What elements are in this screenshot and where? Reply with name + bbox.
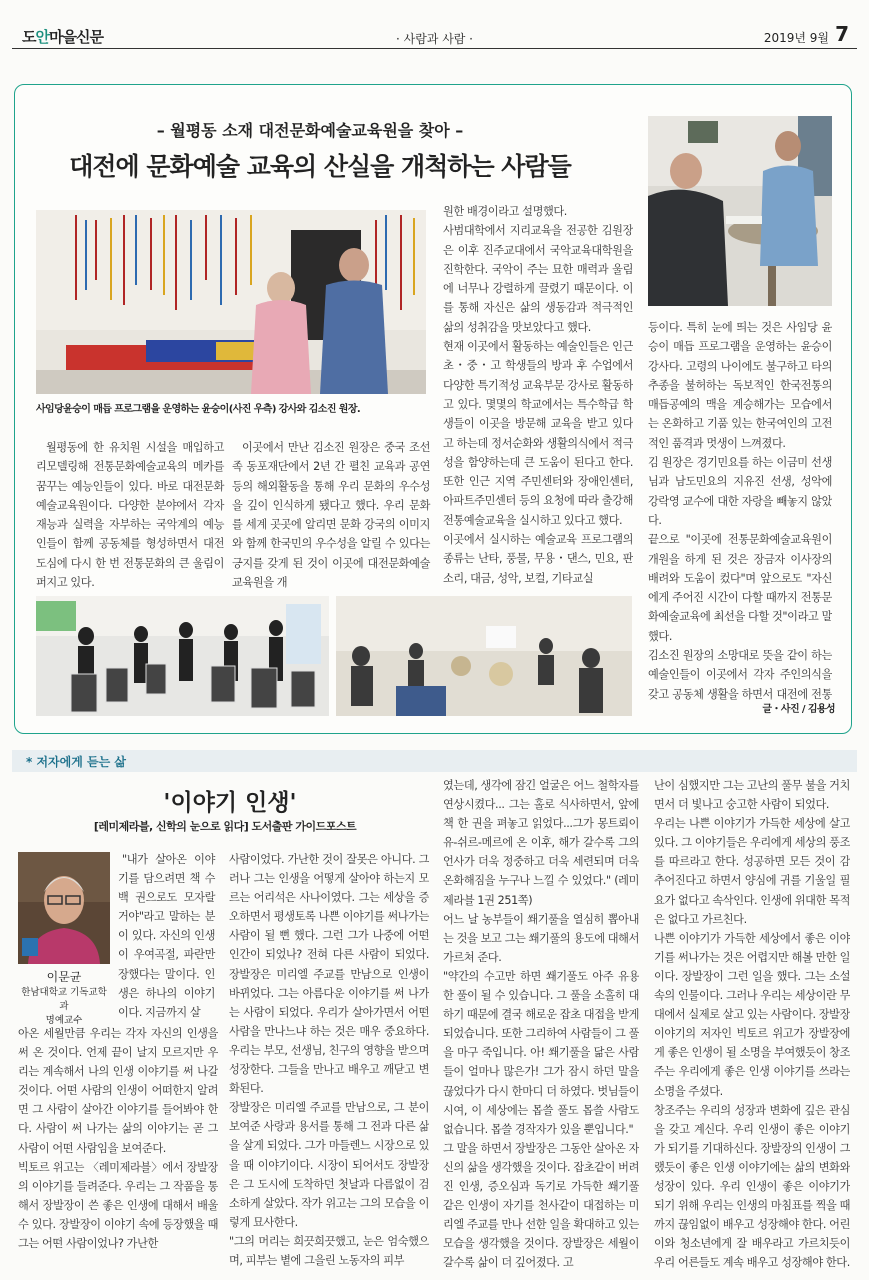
photo-caption: 사임당윤승이 매듭 프로그램을 운영하는 윤승이(사진 우측) 강사와 김소진 원장. [36, 404, 361, 415]
article2-column-4: 난이 심했지만 그는 고난의 풀무 불을 거치면서 더 빛나고 숭고한 사람이 되었다. 우리는 나쁜 이야기가 가득한 세상에 살고 있다. 그 이야기들은 우리에게 세상의 풍조를 따르라고 한다. 성공하면 모든 것이 감추어진다고 하면서 양심에 귀를 기울일 필요가 없다고 속삭인다. 인생에 위대한 목적은 없다고 가르친다. 나쁜 이야기가 가득한 세상에서 좋은 이야기를 써나가는 것은 어렵지만 해볼 만한 일이다. 장발장이 그런 일을 했다. 그는 소설 속의 인물이다. 그러나 우리는 세상이란 무대에서 실제로 살고 있는 사람이다. 장발장 이야기의 저자인 빅토르 위고가 장발장에게 좋은 인생이 될 소명을 부여했듯이 창조주는 우리에게 좋은 인생 이야기를 쓰라는 소명을 주셨다. 창조주는 우리의 성장과 변화에 깊은 관심을 갖고 계신다. 우리 인생이 좋은 이야기가 되기를 기대하신다. 장발장의 인생이 그랬듯이 좋은 인생 이야기에는 삶의 변화와 성장이 있다. 우리 인생이 좋은 이야기가 되기 위해 우리는 인생의 마침표를 찍을 때까지 끊임없이 배우고 성장해야 한다. 어린이와 청소년에게 잘 배우라고 가르치듯이 우리 어른들도 계속 배우고 성장해야 한다. [654, 779, 850, 1270]
article1-column-3: 원한 배경이라고 설명했다. 사범대학에서 지리교육을 전공한 김원장은 이후 진주교대에서 국악교육대학원을 진학한다. 국악이 주는 묘한 매력과 울림에 너무나 강렬하게 끌렸기 때문이다. 이를 통해 자신은 삶의 생동감과 적극적인 삶의 성취감을 맛보았다고 했다. 현재 이곳에서 활동하는 예술인들은 인근 초・중・고 학생들의 방과 후 수업에서 다양한 특기적성 교육부문 강사로 활동하고 있다. 몇몇의 학교에서는 특수학급 학생들이 이곳을 방문해 교육을 받고 있다고 하는데 정서순화와 생활의식에서 적극성을 함양하는데 큰 도움이 된다고 한다. 또한 인근 지역 주민센터와 장애인센터, 아파트주민센터 등의 요청에 따라 출강해 전통예술교육을 실시하고 있다고 했다. 이곳에서 실시하는 예술교육 프로그램의 종류는 난타, 풍물, 무용・댄스, 민요, 판소리, 대금, 성악, 보컬, 기타교실 [443, 205, 633, 584]
author-title: 한남대학교 기독교학과 명예교수 [21, 987, 107, 1026]
article2-column-1: 아온 세월만큼 우리는 각자 자신의 인생을 써 온 것이다. 언제 끝이 날지 모르지만 우리는 계속해서 나의 인생 이야기를 써 나갈 것이다. 어떤 사람의 인생이 어떠한지 알려면 그 사람이 살아간 이야기를 들어봐야 한다. 사람이 써 나가는 삶의 이야기는 곧 그 사람이 어떤 사람임을 보여준다. 빅토르 위고는 〈레미제라블〉에서 장발장의 이야기를 들려준다. 우리는 그 작품을 통해서 장발장이 쓴 좋은 인생에 대해서 배울 수 있다. 장발장이 이야기 속에 등장했을 때 그는 어떤 사람이었나? 가난한 [18, 1027, 218, 1251]
article1-column-1: 월평동에 한 유치원 시설을 매입하고 리모델링해 전통문화예술교육의 메카를 꿈꾸는 예능인들이 있다. 바로 대전문화예술교육원이다. 다양한 분야에서 각자 재능과 실력을 자부하는 국악계의 예능인들이 함께 공동체를 형성하면서 대전 도심에 다시 한 번 전통문화의 큰 울림이 퍼지고 있다. [36, 441, 224, 590]
drum-class-photo [36, 596, 329, 716]
article-kicker: – 월평동 소재 대전문화예술교육원을 찾아 – [156, 121, 464, 140]
article2-title: '이야기 인생' [163, 789, 297, 816]
article1-column-4: 등이다. 특히 눈에 띄는 것은 사임당 윤승이 매듭 프로그램을 운영하는 윤승이 강사다. 고령의 나이에도 불구하고 타의 추종을 불허하는 독보적인 한국전통의 매듭공예의 맥을 계승해가는 모습에서는 온화하고 기품 있는 한국여인의 고전적인 품격과 멋생이 느껴졌다. 김 원장은 경기민요를 하는 이금미 선생님과 남도민요의 지유진 선생, 성악에 강락영 교수에 대한 자랑을 빼놓지 않았다. 끝으로 "이곳에 전통문화예술교육원이 개원을 하게 된 것은 장금자 이사장의 배려와 도움이 컸다"며 앞으로도 "자신에게 주어진 시간이 다할 때까지 전통문화예술교육에 최선을 다할 것"이라고 말했다. 김소진 원장의 소망대로 뜻을 같이 하는 예술인들이 이곳에서 각자 주인의식을 갖고 공동체 생활을 하면서 대전에 전통 [648, 321, 832, 701]
article1-column-2: 이곳에서 만난 김소진 원장은 중국 조선족 동포재단에서 2년 간 펼친 교육과 공연 등의 해외활동을 통해 우리 문화의 우수성을 깊이 인식하게 됐다고 했다. 우리 문화를 세계 곳곳에 알리면 문화 강국의 이미지와 함께 한국민의 우수성을 알릴 수 있다는 긍지를 갖게 된 것이 이곳에 대전문화예술교육원을 개 [232, 441, 430, 590]
page-number: 7 [835, 22, 849, 46]
section-name: · 사람과 사람 · [395, 32, 474, 46]
article2-subtitle: [레미제라블, 신학의 눈으로 읽다] 도서출판 가이드포스트 [93, 820, 357, 833]
knot-workshop-photo [36, 210, 426, 394]
column-tag-bar [12, 750, 857, 772]
music-class-photo [336, 596, 632, 716]
column-tag: * 저자에게 듣는 삶 [26, 755, 126, 769]
article-headline: 대전에 문화예술 교육의 산실을 개척하는 사람들 [69, 152, 571, 181]
article2-column-3: 였는데, 생각에 잠긴 얼굴은 어느 철학자를 연상시켰다... 그는 홀로 식사하면서, 앞에 책 한 권을 펴놓고 읽었다...그가 몽트뢰이유-쉬르-메르에 온 이후, 해가 갈수록 그의 언사가 더욱 정중하고 더욱 세련되며 더욱 온화해짐을 누구나 느낄 수 있었다." (레미제라블 1권 251쪽) 어느 날 농부들이 쐐기풀을 열심히 뽑아내는 것을 보고 그는 쐐기풀의 용도에 대해서 가르쳐 준다. "약간의 수고만 하면 쐐기풀도 아주 유용한 풀이 될 수 있습니다. 그 풀을 소홀히 대하기 때문에 결국 해로운 잡초 대접을 받게 되었습니다. 또한 그리하여 사람들이 그 풀을 마구 죽입니다. 아! 쐐기풀을 닮은 사람들이 얼마나 많은가! 그가 잠시 하던 말을 끊었다가 다시 한마디 더 하였다. 벗님들이시여, 이 세상에는 몹쓸 풀도 몹쓸 사람도 없습니다. 몹쓸 경작자가 있을 뿐입니다." 그 말을 하면서 장발장은 그동안 살아온 자신의 삶을 생각했을 것이다. 잡초같이 버려진 인생, 증오심과 독기로 가득한 쐐기풀 같은 인생이 자기를 천사같이 대접하는 미리엘 주교를 만나 선한 일을 확대하고 있는 모습을 생각했을 것이다. 장발장은 세월이 갈수록 삶이 더 깊어졌다. 고 [443, 779, 639, 1270]
article1-byline: 글・사진 / 김용성 [762, 704, 835, 715]
interview-photo [648, 116, 832, 306]
newspaper-logo: 도안마을신문 [22, 28, 103, 46]
author-name: 이문균 [46, 970, 82, 984]
issue-date: 2019년 9월 [763, 31, 829, 45]
article2-column-2: 사람이었다. 가난한 것이 잘못은 아니다. 그러나 그는 인생을 어떻게 살아야 하는지 모르는 어리석은 사나이였다. 그는 세상을 증오하면서 평생토록 나쁜 이야기를 써나가는 사람이 될 뻔 했다. 그런 그가 나중에 어떤 인간이 되었나? 전혀 다른 사람이 되었다. 장발장은 미리엘 주교를 만남으로 인생이 바뀌었다. 그는 아름다운 이야기를 써 나가는 사람이 되었다. 우리가 살아가면서 어떤 사람을 만나느냐 하는 것은 매우 중요하다. 우리는 부모, 선생님, 친구의 영향을 받으며 성장한다. 그들을 만나고 배우고 깨닫고 변화된다. 장발장은 미리엘 주교를 만남으로, 그 분이 보여준 사랑과 용서를 통해 그 전과 다른 삶을 살게 되었다. 그가 마들렌느 시장으로 있을 때 이야기이다. 시장이 되어서도 장발장은 그 도시에 도착하던 첫날과 다름없이 검소하게 살았다. 작가 위고는 그의 모습을 이렇게 묘사한다. "그의 머리는 희끗희끗했고, 눈은 엄숙했으며, 피부는 볕에 그을린 노동자의 피부 [229, 853, 429, 1267]
author-portrait [18, 852, 110, 964]
article2-column-1-intro: "내가 살아온 이야기를 담으려면 책 수 백 권으로도 모자랄 거야"라고 말하는 분이 있다. 자신의 인생이 우여곡절, 파란만장했다는 말이다. 인생은 하나의 이야기이다. 지금까지 살 [118, 853, 215, 1019]
